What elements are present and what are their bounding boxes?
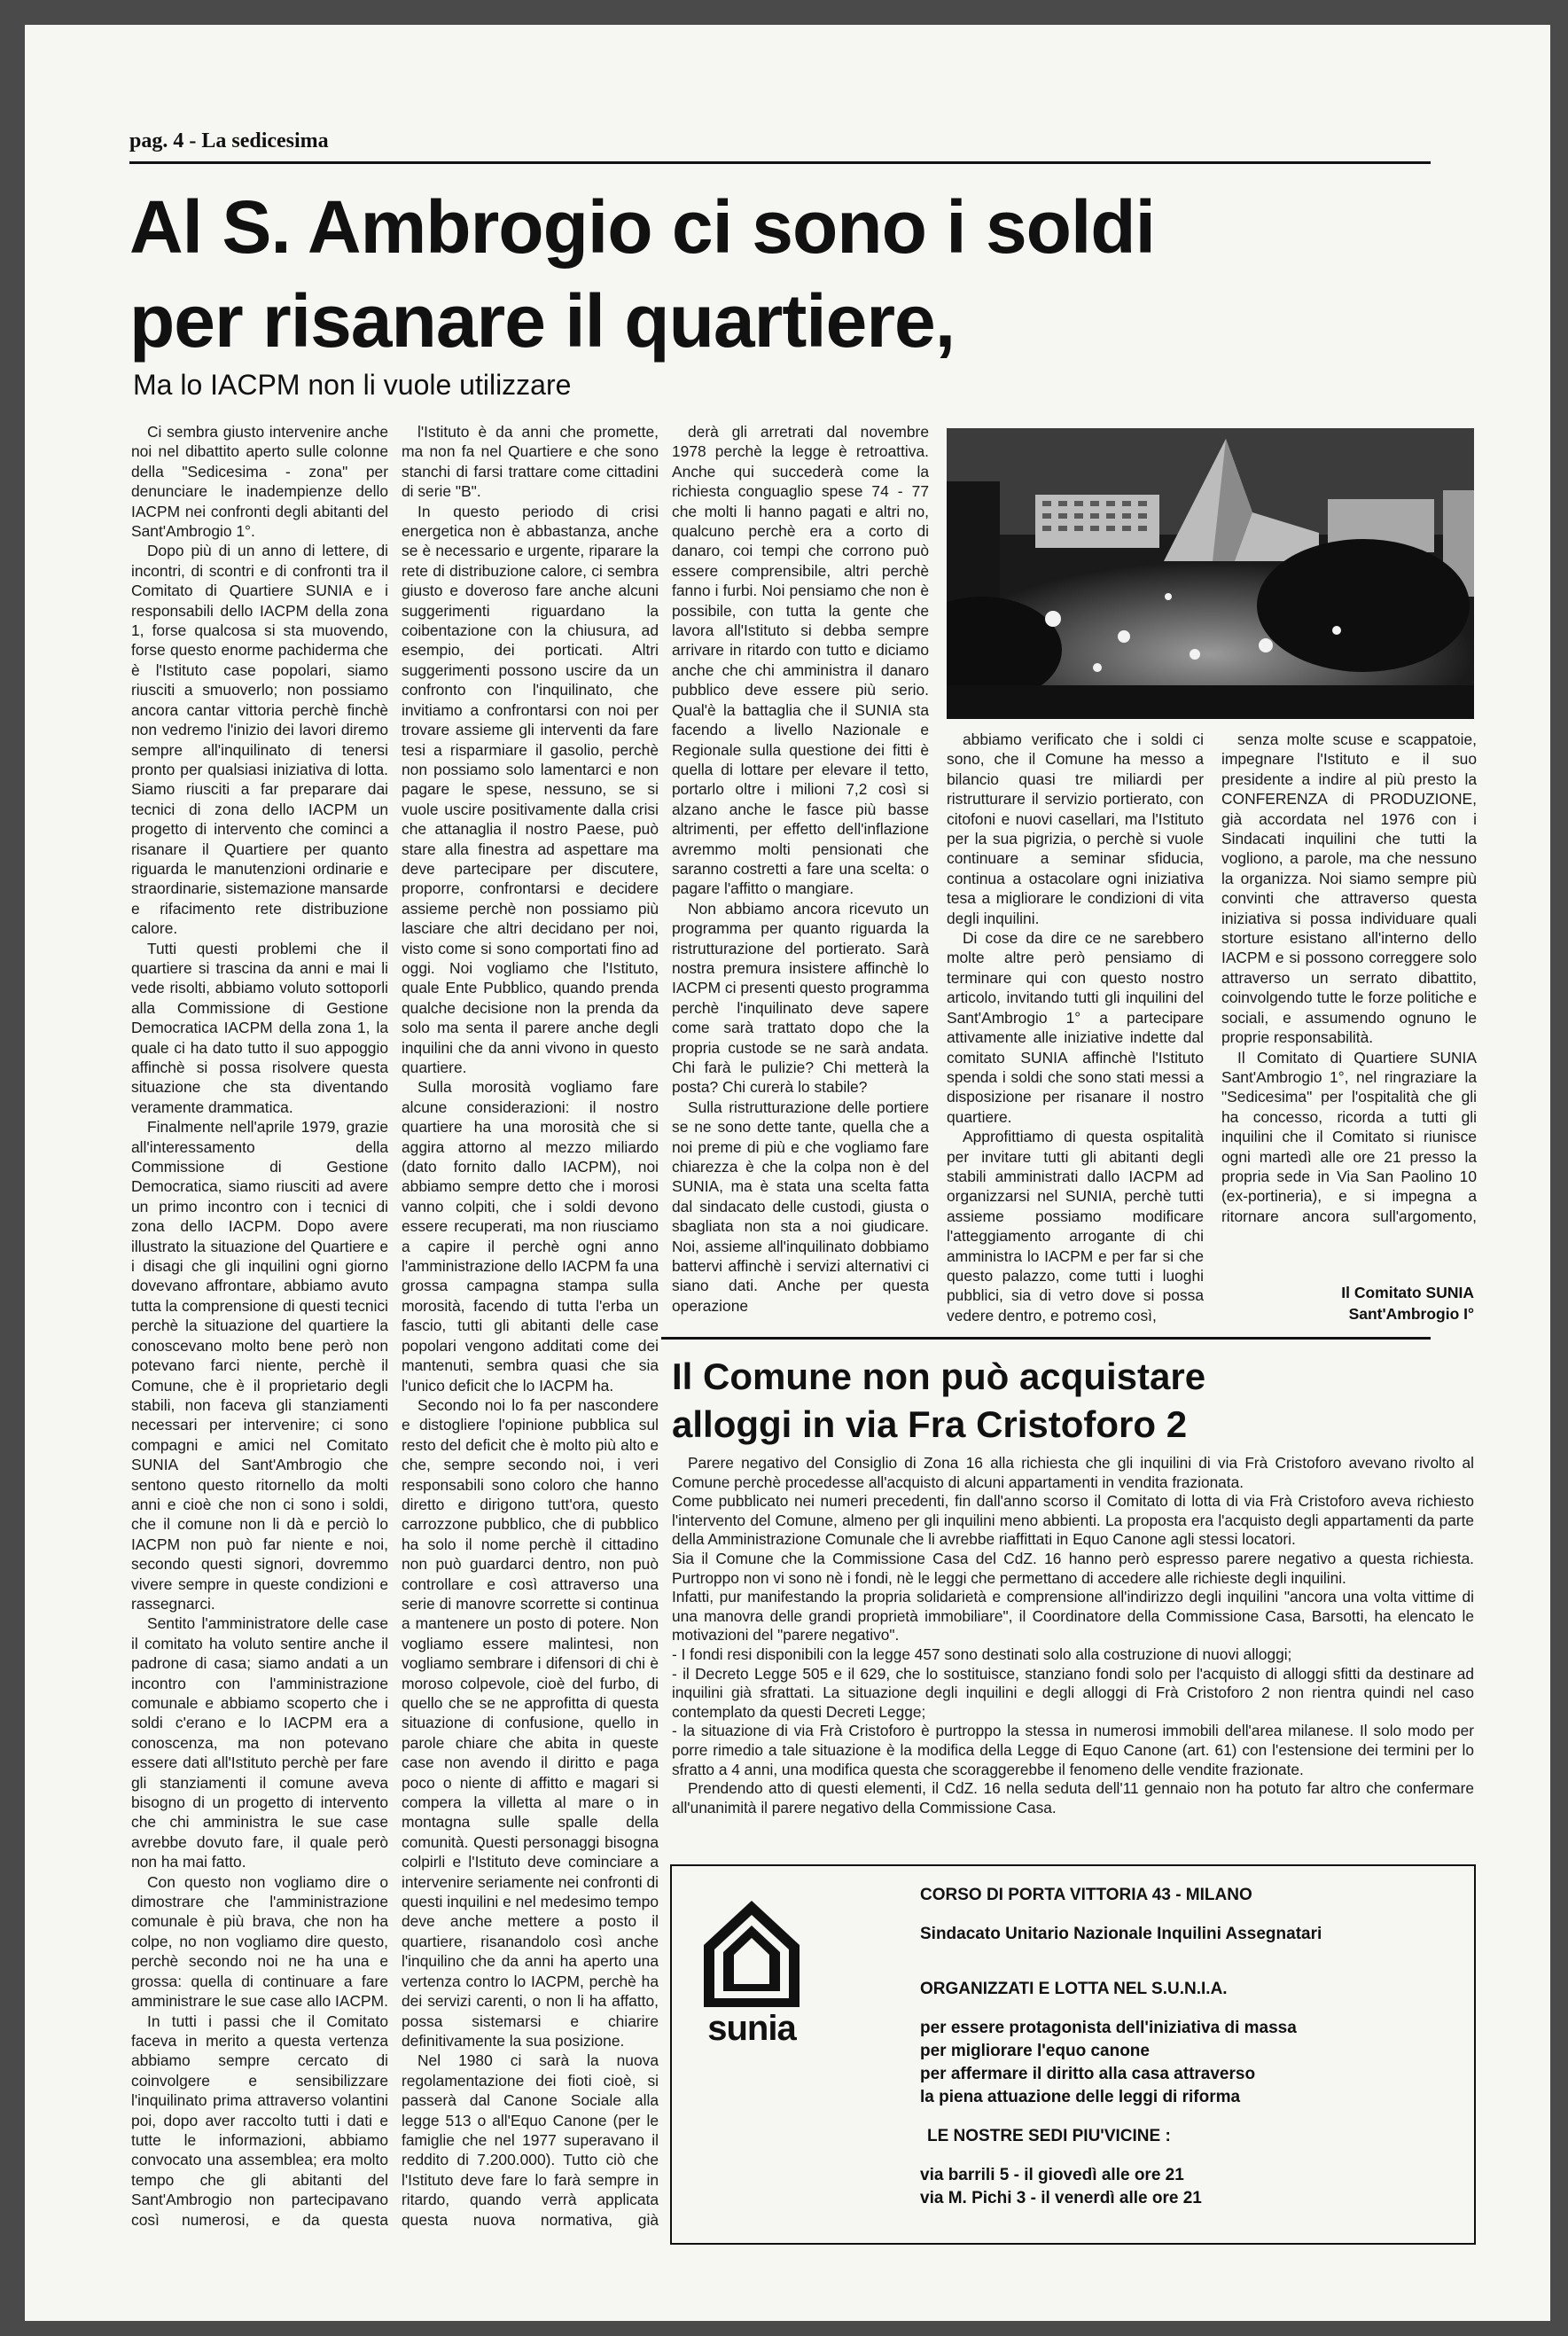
paragraph: Con questo non vogliamo dire o dimostrare che l'amministrazione comunale è più brava, che non ha colpe, no non vogliamo dire questo, perchè secondo noi ne ha una e grossa: quella di continuare a fare amministrare le sue case allo IACPM. (131, 1872, 388, 2011)
paragraph: Sulla ristrutturazione delle portiere se ne sono dette tante, quella che a noi preme di più e che vogliamo fare chiarezza è che la colpa non è del SUNIA, ma è stata una scelta fatta dal sindacato delle custodi, giusta o sbagliata non sta a noi giudicare. Noi, assieme all'inquilinato dobbiamo battervi affinchè i servizi alternativi ci siano dati. Anche per questa operazione (672, 1098, 929, 1315)
spacer (920, 1946, 1452, 1962)
newspaper-page (25, 25, 1550, 2321)
paragraph: Secondo noi lo fa per nascondere e distogliere l'opinione pubblica sul resto del deficit che è molto più alto e che, sempre secondo noi, i veri responsabili sono coloro che hanno diretto e dirigono tutt'ora, questo carrozzone pubblico, che di pubblico ha solo il nome perchè il cittadino non può guardarci dentro, non può controllare e così attraverso una serie di manovre scorrette si continua a mantenere un posto di potere. Non vogliamo essere malintesi, non vogliamo sembrare i difensori di chi è moroso colpevole, cioè del furbo, di quello che se ne approfitta di questa situazione di confusione, quello in parole chiare che abita in queste case non avendo il diritto e paga poco o niente di affitto e magari si compera la villetta al mare o in montagna sulle spalle della comunità. Questi personaggi bisogna colpirli e l'Istituto deve cominciare a intervenire seriamente nei confronti di questi inquilini e nel medesimo tempo deve anche mettere a posto il quartiere, risanandolo così anche l'inquilino che da anni ha aperto una vertenza contro lo IACPM, perchè ha dei servizi carenti, o non li ha affatto, possa sistemarsi e chiarire definitivamente la sua posizione. (402, 1395, 659, 2050)
secondary-headline-line-1: Il Comune non può acquistare (672, 1356, 1206, 1397)
article-column-1 (131, 422, 388, 2231)
sunia-slogan: ORGANIZZATI E LOTTA NEL S.U.N.I.A. (920, 1980, 1228, 1998)
sunia-ad-text (920, 1884, 1452, 2210)
article-signature (1221, 1282, 1474, 1324)
paragraph: Sulla morosità vogliamo fare alcune considerazioni: il nostro quartiere ha una morosità che si aggira attorno al mezzo miliardo (dato fornito dallo IACPM), noi abbiamo sempre detto che i morosi vanno colpiti, che i soldi devono essere recuperati, ma non riusciamo a capire il perchè ogni anno l'amministrazione dello IACPM fa una grossa campagna stampa sulla morosità, facendo di tutta l'erba un fascio, tutti gli abitanti delle case popolari vengono additati come dei mantenuti, sembra quasi che sia l'unico deficit che lo IACPM ha. (402, 1078, 659, 1395)
sunia-purpose: per affermare il diritto alla casa attraverso (920, 2065, 1256, 2083)
list-item: - il Decreto Legge 505 e il 629, che lo sostituisce, stanziano fondi solo per l'acquisto di alloggi sfitti da destinare ad inquilini già sfrattati. La situazione degli inquilini e degli alloggi di Frà Cristoforo 2 non rientra quindi nel caso contemplato da questi Decreti Legge; (672, 1664, 1474, 1721)
top-rule (129, 161, 1431, 164)
article-subhead: Ma lo IACPM non li vuole utilizzare (133, 369, 572, 401)
sunia-sedi-title: LE NOSTRE SEDI PIU'VICINE : (927, 2127, 1171, 2145)
sunia-sede: via M. Pichi 3 - il venerdì alle ore 21 (920, 2189, 1202, 2207)
sunia-org-name: Sindacato Unitario Nazionale Inquilini Assegnatari (920, 1925, 1322, 1943)
article-column-4 (947, 730, 1204, 1337)
paragraph: Non abbiamo ancora ricevuto un programma per quanto riguarda la ristrutturazione del portierato. Sarà nostra premura insistere affinchè lo IACPM ci presenti questo programma perchè l'inquilinato deve sapere come sarà trattato dopo che la propria custode se ne sarà andata. Chi farà le pulizie? Chi metterà la posta? Chi curerà lo stabile? (672, 899, 929, 1097)
paragraph: Approfittiamo di questa ospitalità per invitare tutti gli abitanti degli stabili amministrati dallo IACPM ad organizzarsi nel SUNIA, perchè tutti assieme possiamo modificare l'atteggiamento arrogante di chi amministra lo IACPM e per far si che questo palazzo, come tutti i luoghi pubblici, sia di vetro dove si possa vedere dentro, e potremo così, (947, 1128, 1204, 1324)
article-column-5 (1221, 730, 1477, 1226)
paragraph: abbiamo verificato che i soldi ci sono, che il Comune ha messo a bilancio quasi tre miliardi per ristrutturare il servizio portierato, con citofoni e nuovi casellari, ma l'Istituto per la sua pigrizia, o perchè si vuole continuare a seminar sfiducia, continua a ostacolare ogni iniziativa tesa a migliorare le condizioni di vita degli inquilini. (947, 730, 1204, 927)
page-label: pag. 4 - La sedicesima (129, 129, 329, 152)
paragraph: Ci sembra giusto intervenire anche noi nel dibattito aperto sulle colonne della "Sedicesima - zona" per denunciare le inadempienze dello IACPM nei confronti degli abitanti del Sant'Ambrogio 1°. (131, 423, 388, 541)
sunia-address: CORSO DI PORTA VITTORIA 43 - MILANO (920, 1886, 1252, 1904)
paragraph: Come pubblicato nei numeri precedenti, fin dall'anno scorso il Comitato di lotta di via Frà Cristoforo aveva richiesto l'intervento del Comune, almeno per gli inquilini meno abbienti. La proposta era l'acquisto degli appartamenti da parte della Amministrazione Comunale che li avrebbe riaffittati in Equo Canone agli stessi locatori. (672, 1492, 1474, 1549)
secondary-article-body (672, 1454, 1474, 1817)
paragraph: Infatti, pur manifestando la propria solidarietà e comprensione all'indirizzo degli inquilini "ancora una volta vittime di una manovra delle grandi proprietà immobiliare", il Coordinatore della Commissione Casa, Barsotti, ha elencato le motivazioni del "parere negativo". (672, 1588, 1474, 1645)
paragraph: Prendendo atto di questi elementi, il CdZ. 16 nella seduta dell'11 gennaio non ha potuto far altro che confermare all'unanimità il parere negativo della Commissione Casa. (672, 1779, 1474, 1816)
paragraph: derà gli arretrati dal novembre 1978 perchè la legge è retroattiva. Anche qui succederà come la richiesta conguaglio spese 74 - 77 che molti li hanno pagati e altri no, qualcuno perchè era a corto di danaro, coi tempi che corrono può essere comprensibile, altri perchè fanno i furbi. Noi pensiamo che non è possibile, con tutta la gente che lavora all'Istituto si debba sempre arrivare in ritardo con tutto e diciamo anche che chi amministra il danaro pubblico deve essere più serio. Qual'è la battaglia che il SUNIA sta facendo a livello Nazionale e Regionale sulla questione dei fitti è quella di lottare per elevare il tetto, portarlo oltre i milioni 7,2 così si alzano anche le fasce più basse altrimenti, per effetto dell'inflazione avremmo molti pensionati che saranno costretti a fare una scelta: o pagare l'affitto o mangiare. (672, 423, 929, 898)
signature-line-2: Sant'Ambrogio I° (1348, 1305, 1474, 1323)
paragraph: Nel 1980 ci sarà la nuova regolamentazione dei fioti cioè, si passerà dal Canone Sociale alla legge 513 o all'Equo Canone (per le famiglie che nel 1977 superavano il reddito di 7.200.000). Tutto ciò che l'Istituto deve fare lo farà sempre in ritardo, quando verrà applicata questa nuova normativa, già (402, 2051, 659, 2229)
sunia-purpose: per migliorare l'equo canone (920, 2042, 1150, 2060)
spacer (920, 2001, 1452, 2017)
article-headline (129, 180, 1459, 368)
secondary-headline-line-2: alloggi in via Fra Cristoforo 2 (672, 1403, 1188, 1445)
paragraph: In questo periodo di crisi energetica non è abbastanza, anche se è necessario e urgente, riparare la rete di distribuzione calore, ci sembra giusto e doveroso fare anche alcuni suggerimenti riguardano la coibentazione con la chiusura, ad esempio, dei porticati. Altri suggerimenti possono uscire da un confronto con l'inquilinato, che invitiamo a confrontarsi con noi per trovare assieme gli interventi da fare tesi a risparmiare il gasolio, perchè non possiamo solo lamentarci e non pagare le spese, nessuno, se si vuole uscire positivamente dalla crisi che attanaglia il nostro Paese, può stare alla finestra ad aspettare ma deve partecipare per discutere, proporre, confrontarsi e decidere assieme perchè non possiamo più lasciare che altri decidano per noi, visto come si sono comportati fino ad oggi. Noi vogliamo che l'Istituto, quale Ente Pubblico, quando prenda qualche decisione non la prenda da solo ma senta il parere anche degli inquilini che da anni vivono in questo quartiere. (402, 502, 659, 1076)
church-night-photo (947, 428, 1474, 719)
photo-illustration (947, 428, 1474, 719)
paragraph: Parere negativo del Consiglio di Zona 16 alla richiesta che gli inquilini di via Frà Cristoforo avevano rivolto al Comune perchè procedesse all'acquisto di alcuni appartamenti in vendita frazionata. (672, 1454, 1474, 1491)
sunia-advertisement (670, 1864, 1476, 2245)
sunia-purpose: per essere protagonista dell'iniziativa di massa (920, 2019, 1297, 2037)
sunia-logo-text: sunia (707, 2009, 796, 2048)
headline-line-2: per risanare il quartiere, (129, 279, 956, 363)
article-column-2 (402, 422, 659, 2231)
list-item: - I fondi resi disponibili con la legge 457 sono destinati solo alla costruzione di nuovi alloggi; (672, 1645, 1292, 1663)
signature-line-1: Il Comitato SUNIA (1341, 1284, 1474, 1301)
sunia-sede: via barrili 5 - il giovedì alle ore 21 (920, 2166, 1184, 2184)
sunia-logo (698, 1897, 805, 2048)
list-item: - la situazione di via Frà Cristoforo è purtroppo la stessa in numerosi immobili dell'area milanese. Il solo modo per porre rimedio a tale situazione è la modifica della Legge di Equo Canone (art. 61) con l'estensione dei termini per lo sfratto a 4 anni, una modifica questa che scoraggerebbe il fenomeno delle vendite frazionate. (672, 1722, 1474, 1778)
paragraph: senza molte scuse e scappatoie, impegnare l'Istituto e il suo presidente a indire al più presto la CONFERENZA di PRODUZIONE, già accordata nel 1976 con i Sindacati inquilini che tutti la vogliono, a parole, ma che nessuno la organizza. Noi siamo sempre più convinti che attraverso questa iniziativa si possa individuare quali storture esistano all'interno dello IACPM e si possono correggere solo attraverso un serrato dibattito, coinvolgendo tutte le forze politiche e sociali, e assumendo ognuno le proprie responsabilità. (1221, 730, 1477, 1047)
paragraph: Sia il Comune che la Commissione Casa del CdZ. 16 hanno però espresso parere negativo a questa richiesta. Purtroppo non vi sono nè i fondi, nè le leggi che permettano di accedere alle richieste degli inquilini. (672, 1549, 1474, 1587)
spacer (920, 1907, 1452, 1923)
paragraph: Dopo più di un anno di lettere, di incontri, di scontri e di confronti tra il Comitato di Quartiere SUNIA e i responsabili dello IACPM della zona 1, forse qualcosa si sta muovendo, forse questo enorme pachiderma che è l'Istituto case popolari, siamo riusciti a smuoverlo; non possiamo ancora cantar vittoria perchè finchè non vedremo l'inizio dei lavori diremo sempre all'inquilinato di tenersi pronto per qualsiasi iniziativa di lotta. Siamo riusciti a far preparare dai tecnici di zona dello IACPM un progetto di intervento che cominci a risanare il Quartiere per quanto riguarda le manutenzioni ordinarie e straordinarie, sistemazione mansarde e rifacimento rete distribuzione calore. (131, 542, 388, 938)
article-column-3 (672, 422, 929, 1335)
spacer (920, 2148, 1452, 2164)
paragraph: Tutti questi problemi che il quartiere si trascina da anni e mai li vede risolti, abbiamo voluto sottoporli alla Commissione di Gestione Democratica IACPM della zona 1, la quale ci ha dato tutto il suo appoggio affinchè si possa risolvere questa situazione che sta diventando veramente drammatica. (131, 939, 388, 1116)
paragraph: l'Istituto è da anni che promette, ma non fa nel Quartiere e che sono stanchi di farsi trattare come cittadini di serie "B". (402, 423, 659, 501)
sunia-purpose: la piena attuazione delle leggi di riforma (920, 2088, 1241, 2106)
paragraph: Finalmente nell'aprile 1979, grazie all'interessamento della Commissione di Gestione Democratica, siamo riusciti ad avere un primo incontro con i tecnici di zona dello IACPM. Dopo avere illustrato la situazione del Quartiere e i disagi che gli inquilini ogni giorno dovevano affrontare, abbiamo avuto tutta la comprensione di questi tecnici perchè la situazione del quartiere la conoscevano molto bene però non potevano farci niente, perchè il Comune, che è il proprietario degli stabili, non faceva gli stanziamenti necessari per intervenire; ci sono compagni e amici nel Comitato SUNIA del Sant'Ambrogio che sentono questo ritornello da molti anni e cioè che non ci sono i soldi, che il comune non li dà e perciò lo IACPM non può far niente e noi, secondo questi signori, dovremmo vivere sempre in queste condizioni e rassegnarci. (131, 1118, 388, 1613)
secondary-article-headline (672, 1353, 1470, 1449)
paragraph: In tutti i passi che il Comitato faceva in merito a questa vertenza abbiamo sempre cercato di coinvolgere e sensibilizzare l'inquilinato prima attraverso volantini poi, dopo aver raccolto tutti i dati e tutte le informazioni, abbiamo convocato una assemblea; era molto tempo che gli abitanti del Sant'Ambrogio non partecipavano così numerosi, e da questa (131, 2012, 388, 2229)
headline-line-1: Al S. Ambrogio ci sono i soldi (129, 185, 1155, 269)
paragraph: Di cose da dire ce ne sarebbero molte altre però pensiamo di terminare qui con questo nostro articolo, invitando tutti gli inquilini del Sant'Ambrogio 1° a partecipare attivamente alle iniziative indette dal comitato SUNIA affinchè l'Istituto spenda i soldi che sono stati messi a disposizione per risanare il nostro quartiere. (947, 929, 1204, 1126)
paragraph: Il Comitato di Quartiere SUNIA Sant'Ambrogio 1°, nel ringraziare la "Sedicesima" per l'ospitalità che gli ha concesso, ricorda a tutti gli inquilini che il Comitato si riunisce ogni martedì alle ore 21 presso la propria sede in Via San Paolino 10 (ex-portineria), e si impegna a ritornare ancora sull'argomento, (1221, 1048, 1477, 1225)
paragraph: Sentito l'amministratore delle case il comitato ha voluto sentire anche il padrone di casa; siamo andati a un incontro con l'amministrazione comunale e abbiamo scoperto che i soldi c'erano e lo IACPM era a conoscenza, ma non potevano essere dati all'Istituto perchè per fare gli stanziamenti il comune aveva bisogno di un progetto di intervento che chi amministra le sue case avrebbe dovuto fare, il quale però non ha mai fatto. (131, 1614, 388, 1871)
section-rule (661, 1337, 1431, 1340)
spacer (920, 2109, 1452, 2125)
spacer (920, 1962, 1452, 1978)
